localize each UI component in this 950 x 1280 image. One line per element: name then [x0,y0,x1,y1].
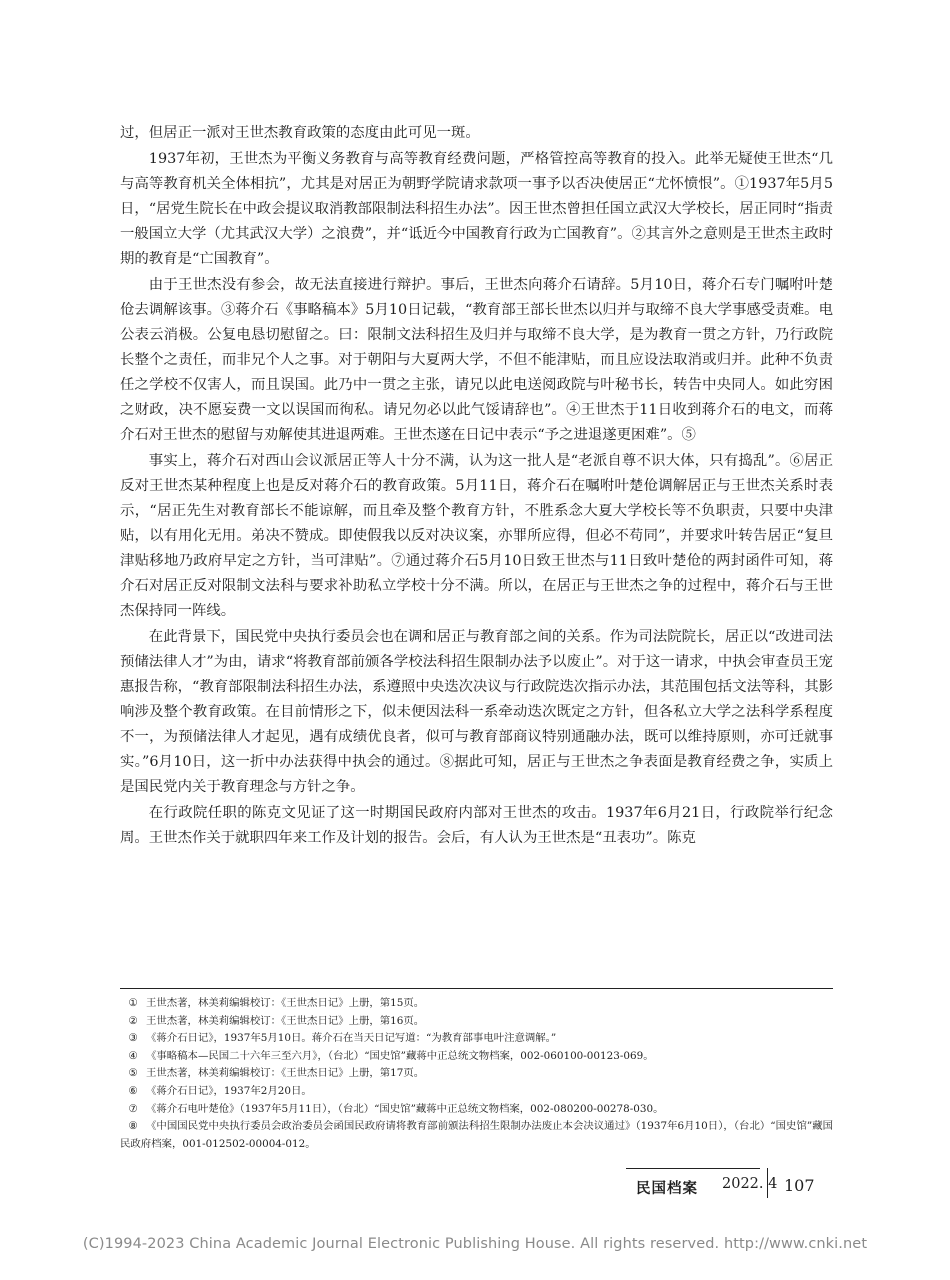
footnote-mark: ① [128,997,138,1009]
footnote-text: 王世杰著，林美莉编辑校订：《王世杰日记》上册，第16页。 [146,1014,425,1027]
paragraph-1: 过，但居正一派对王世杰教育政策的态度由此可见一斑。 [120,125,480,141]
footnote-8 [120,1118,833,1153]
footnote-mark: ② [128,1014,138,1027]
journal-issue: 2022. 4 [722,1176,778,1192]
paragraph-5: 在此背景下，国民党中央执行委员会也在调和居正与教育部之间的关系。作为司法院院长，居正以“改进司法预储法律人才”为由，请求“将教育部前颁各学校法科招生限制办法予以废止”。对于这一请求，中执会审查员王宠惠报告称，“教育部限制法科招生办法，系遵照中央迭次决议与行政院迭次指示办法，其范围包括文法等科，其影响涉及整个教育政策。在目前情形之下，似未便因法科一系牵动迭次既定之方针，但各私立大学之法科学系程度不一，为预储法律人才起见，遇有成绩优良者，似可与教育部商议特别通融办法，既可以维持原则，亦可迁就事实。”6月10日，这一折中办法获得中执会的通过。⑧据此可知，居正与王世杰之争表面是教育经费之争，实质上是国民党内关于教育理念与方针之争。 [120,629,833,795]
footnote-text: 《蒋介石日记》，1937年5月10日。蒋介石在当天日记写道：“为教育部事电叶注意调解。” [146,1032,557,1045]
paragraph-6: 在行政院任职的陈克文见证了这一时期国民政府内部对王世杰的攻击。1937年6月21日，行政院举行纪念周。王世杰作关于就职四年来工作及计划的报告。会后，有人认为王世杰是“丑表功”。陈克 [120,805,833,846]
footnote-text: 《蒋介石电叶楚伧》（1937年5月11日），（台北）“国史馆”藏蒋中正总统文物档案，002-080200-00278-030。 [146,1102,664,1115]
footnote-text: 《事略稿本—民国二十六年三至六月》，（台北）“国史馆”藏蒋中正总统文物档案，002-060100-00123-069。 [146,1049,654,1062]
journal-name: 民国档案 [636,1180,698,1197]
footnote-7 [120,1101,833,1119]
page-footer [626,1168,836,1198]
paragraph-2: 1937年初，王世杰为平衡义务教育与高等教育经费问题，严格管控高等教育的投入。此举无疑使王世杰“几与高等教育机关全体相抗”，尤其是对居正为朝野学院请求款项一事予以否决使居正“尤怀愤恨”。①1937年5月5日，“居党生院长在中政会提议取消教部限制法科招生办法”。因王世杰曾担任国立武汉大学校长，居正同时“指责一般国立大学（尤其武汉大学）之浪费”，并“诋近今中国教育行政为亡国教育”。②其言外之意则是王世杰主政时期的教育是“亡国教育”。 [120,151,833,267]
footnote-mark: ④ [128,1049,138,1062]
footnote-4 [120,1048,833,1066]
footnote-mark: ⑧ [128,1120,138,1133]
footer-divider [767,1168,768,1198]
body-text [120,121,833,851]
paragraph-4: 事实上，蒋介石对西山会议派居正等人十分不满，认为这一批人是“老派自尊不识大体，只有捣乱”。⑥居正反对王世杰某种程度上也是反对蒋介石的教育政策。5月11日，蒋介石在嘱咐叶楚伧调解居正与王世杰关系时表示，“居正先生对教育部长不能谅解，而且牵及整个教育方针，不胜系念大夏大学校长等不负职责，只要中央津贴，以有用化无用。弟决不赞成。即使假我以反对决议案，亦罪所应得，但必不苟同”，并要求叶转告居正“复旦津贴移地乃政府早定之方针，当可津贴”。⑦通过蒋介石5月10日致王世杰与11日致叶楚伧的两封函件可知，蒋介石对居正反对限制文法科与要求补助私立学校十分不满。所以，在居正与王世杰之争的过程中，蒋介石与王世杰保持同一阵线。 [120,453,833,619]
footnote-text: 《中国国民党中央执行委员会政治委员会函国民政府请将教育部前颁法科招生限制办法废止本会决议通过》（1937年6月10日），（台北）“国史馆”藏国民政府档案，001-012502-00004-012。 [120,1120,833,1150]
footnote-mark: ⑥ [128,1084,138,1097]
footer-rule [626,1168,760,1169]
footnote-1 [120,995,833,1013]
footnote-text: 王世杰著，林美莉编辑校订：《王世杰日记》上册，第15页。 [146,997,425,1009]
footnote-3 [120,1030,833,1048]
footnote-5 [120,1065,833,1083]
footnote-text: 《蒋介石日记》，1937年2月20日。 [146,1084,312,1097]
footnote-mark: ⑤ [128,1067,138,1080]
footnote-text: 王世杰著，林美莉编辑校订：《王世杰日记》上册，第17页。 [146,1067,425,1080]
page-number: 107 [784,1176,815,1195]
footnotes [120,988,833,1153]
footnote-6 [120,1083,833,1101]
footnote-mark: ③ [128,1032,138,1045]
copyright-notice: (C)1994-2023 China Academic Journal Electronic Publishing House. All rights reserved. http://www.cnki.net [82,1236,868,1252]
footnote-2 [120,1013,833,1031]
paragraph-3: 由于王世杰没有参会，故无法直接进行辩护。事后，王世杰向蒋介石请辞。5月10日，蒋介石专门嘱咐叶楚伧去调解该事。③蒋介石《事略稿本》5月10日记载，“教育部王部长世杰以归并与取缔不良大学事感受责难。电公表云消极。公复电恳切慰留之。曰：限制文法科招生及归并与取缔不良大学，是为教育一贯之方针，乃行政院长整个之责任，而非兄个人之事。对于朝阳与大夏两大学，不但不能津贴，而且应设法取消或归并。此种不负责任之学校不仅害人，而且误国。此乃中一贯之主张，请兄以此电送阅政院与叶秘书长，转告中央同人。如此穷困之财政，决不愿妄费一文以误国而徇私。请兄勿必以此气馁请辞也”。④王世杰于11日收到蒋介石的电文，而蒋介石对王世杰的慰留与劝解使其进退两难。王世杰遂在日记中表示“予之进退遂更困难”。⑤ [120,277,833,443]
footnote-mark: ⑦ [128,1102,138,1115]
